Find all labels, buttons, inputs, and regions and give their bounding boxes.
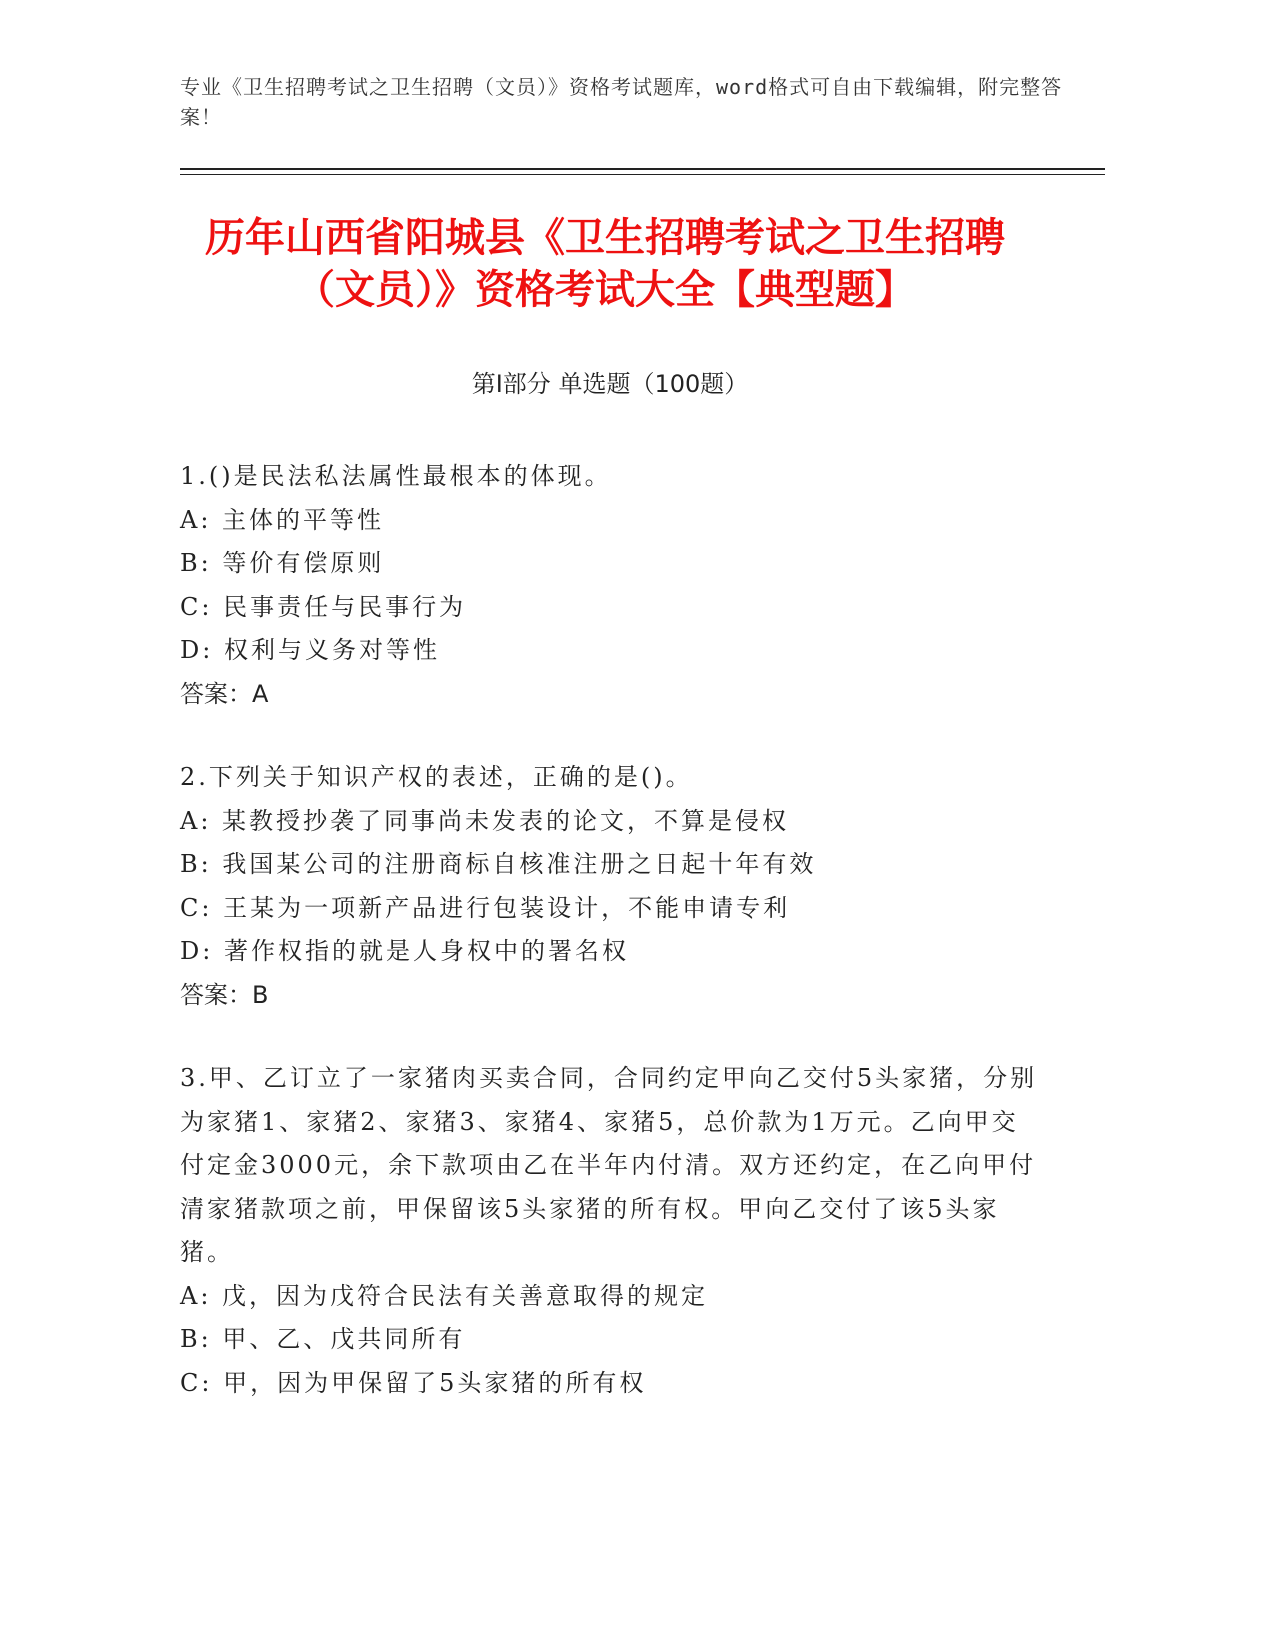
question-2	[180, 756, 1040, 1017]
question-list	[180, 455, 1040, 1445]
question-stem: 3.甲、乙订立了一家猪肉买卖合同，合同约定甲向乙交付5头家猪，分别为家猪1、家猪2、家猪3、家猪4、家猪5，总价款为1万元。乙向甲交付定金3000元，余下款项由乙在半年内付清。双方还约定，在乙向甲付清家猪款项之前，甲保留该5头家猪的所有权。甲向乙交付了该5头家猪。	[180, 1064, 1038, 1266]
option-c: C: 甲，因为甲保留了5头家猪的所有权	[180, 1368, 647, 1397]
question-stem: 1.()是民法私法属性最根本的体现。	[180, 462, 612, 490]
option-c: C: 王某为一项新产品进行包装设计，不能申请专利	[180, 893, 791, 922]
option-d: D: 著作权指的就是人身权中的署名权	[180, 937, 629, 965]
question-1	[180, 455, 1040, 716]
option-d: D: 权利与义务对等性	[180, 636, 440, 664]
header-divider-thin	[180, 174, 1105, 175]
option-c: C: 民事责任与民事行为	[180, 592, 467, 621]
option-b: B: 甲、乙、戊共同所有	[180, 1325, 466, 1353]
answer: 答案：B	[180, 980, 269, 1009]
question-stem: 2.下列关于知识产权的表述，正确的是()。	[180, 763, 693, 791]
section-heading: 第I部分 单选题（100题）	[471, 370, 749, 398]
option-a: A: 戊，因为戊符合民法有关善意取得的规定	[180, 1281, 709, 1310]
header-divider-thick	[180, 168, 1105, 170]
option-b: B: 我国某公司的注册商标自核准注册之日起十年有效	[180, 850, 817, 878]
option-a: A: 主体的平等性	[180, 505, 385, 534]
document-title: 历年山西省阳城县《卫生招聘考试之卫生招聘（文员）》资格考试大全【典型题】	[205, 215, 1005, 313]
question-3	[180, 1057, 1040, 1405]
option-a: A: 某教授抄袭了同事尚未发表的论文，不算是侵权	[180, 806, 790, 835]
header-note: 专业《卫生招聘考试之卫生招聘（文员）》资格考试题库，word格式可自由下载编辑，附完整答案！	[180, 75, 1063, 129]
option-b: B: 等价有偿原则	[180, 549, 385, 577]
answer: 答案：A	[180, 679, 269, 708]
